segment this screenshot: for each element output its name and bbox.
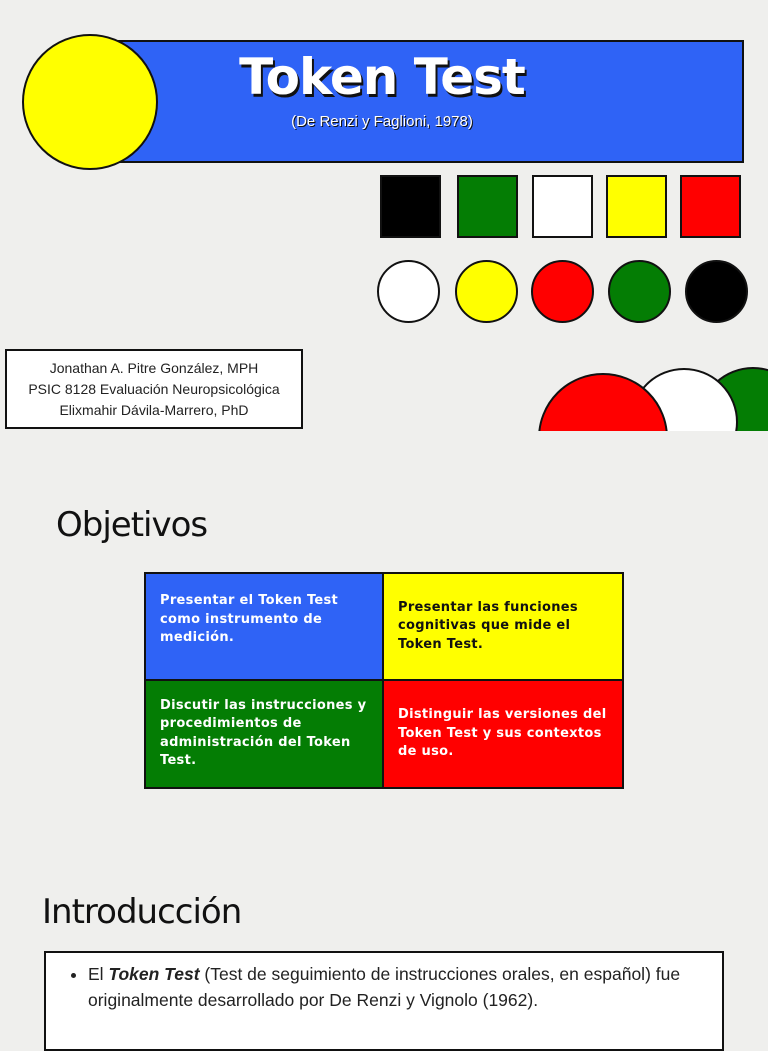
page-title: Token Test	[239, 48, 525, 106]
intro-bullet-emphasis: Token Test	[108, 964, 200, 984]
token-square-yellow	[606, 175, 667, 238]
objective-1: Presentar el Token Test como instrumento de medición.	[146, 574, 384, 681]
author-line-3: Elixmahir Dávila-Marrero, PhD	[59, 401, 249, 418]
token-circle-black	[685, 260, 748, 323]
author-line-2: PSIC 8128 Evaluación Neuropsicológica	[28, 380, 280, 397]
author-line-1: Jonathan A. Pitre González, MPH	[49, 359, 259, 376]
intro-box	[44, 951, 724, 1051]
author-box	[5, 349, 303, 429]
token-circle-yellow	[455, 260, 518, 323]
objective-3: Discutir las instrucciones y procedimientos de administración del Token Test.	[146, 681, 384, 788]
intro-heading: Introducción	[42, 892, 242, 932]
token-square-black	[380, 175, 441, 238]
objective-2: Presentar las funciones cognitivas que mide el Token Test.	[384, 574, 622, 681]
intro-bullet-prefix: El	[88, 964, 109, 984]
title-slide	[0, 0, 768, 431]
token-circle-white	[377, 260, 440, 323]
token-square-red	[680, 175, 741, 238]
token-square-green	[457, 175, 518, 238]
token-circle-red	[531, 260, 594, 323]
objective-4: Distinguir las versiones del Token Test y sus contextos de uso.	[384, 681, 622, 788]
objectives-grid	[144, 572, 624, 789]
intro-bullet-text: (Test de seguimiento de instrucciones orales, en español) fue originalmente desarrollado por De Renzi y Vignolo (1962).	[88, 964, 681, 1010]
intro-list	[74, 961, 702, 1013]
intro-bullet	[88, 961, 702, 1013]
page-subtitle: (De Renzi y Faglioni, 1978)	[291, 113, 473, 130]
objectives-heading: Objetivos	[56, 505, 208, 545]
token-circle-green	[608, 260, 671, 323]
token-square-white	[532, 175, 593, 238]
